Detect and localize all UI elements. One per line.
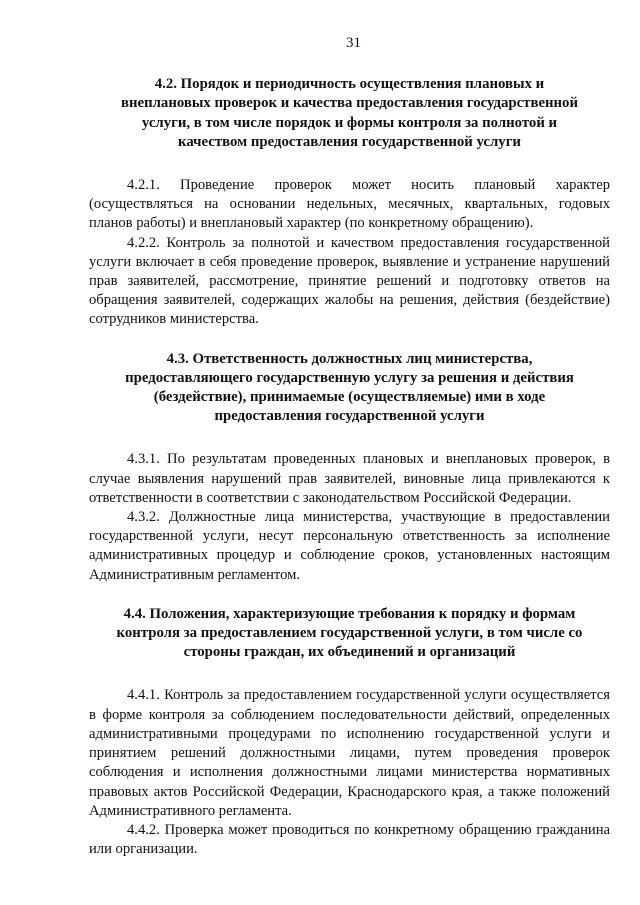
paragraph-4-2-2: 4.2.2. Контроль за полнотой и качеством предоставления государственной услуги включает в себя проведение проверок, выявление и устранение нарушений прав заявителей, рассмотрение, принятие решений и подготовку ответов на обращения заявителей, содержащих жалобы на решения, действия (бездействие) сотрудников министерства. bbox=[89, 234, 610, 328]
paragraph-4-3-2: 4.3.2. Должностные лица министерства, участвующие в предоставлении государственной услуги, несут персональную ответственность за исполнение административных процедур и соблюдение сроков, установленных настоящим Административным регламентом. bbox=[89, 509, 610, 583]
paragraph-4-4-2: 4.4.2. Проверка может проводиться по конкретному обращению гражданина или организации. bbox=[89, 821, 610, 858]
section-spacer bbox=[89, 585, 610, 605]
paragraph-4-4-1: 4.4.1. Контроль за предоставлением государственной услуги осуществляется в форме контроля за соблюдением последовательности действий, определенных административными процедурами по исполнению государственной услуги и принятием решений должностными лицами, путем проведения проверок соблюдения и исполнения должностными лицами министерства нормативных правовых актов Российской Федерации, Краснодарского края, а также положений Административного регламента. bbox=[89, 687, 610, 819]
section-spacer bbox=[89, 330, 610, 350]
section-title-4-3: 4.3. Ответственность должностных лиц министерства, предоставляющего государственную услугу за решения и действия (бездействие), принимаемые (осуществляемые) ими в ходе предоставления государственной услуги bbox=[125, 350, 574, 425]
section-title-4-2: 4.2. Порядок и периодичность осуществления плановых и внеплановых проверок и качества предоставления государственной услуги, в том числе порядок и формы контроля за полнотой и качеством предоставления государственной услуги bbox=[121, 76, 578, 150]
paragraph-4-2-1: 4.2.1. Проведение проверок может носить плановый характер (осуществляться на основании недельных, месячных, квартальных, годовых планов работы) и внеплановый характер (по конкретному обращению). bbox=[89, 177, 610, 232]
section-title-4-4: 4.4. Положения, характеризующие требования к порядку и формам контроля за предоставлением государственной услуги, в том числе со стороны граждан, их объединений и организаций bbox=[116, 605, 583, 661]
paragraph-4-3-1: 4.3.1. По результатам проведенных плановых и внеплановых проверок, в случае выявления нарушений прав заявителей, виновные лица привлекаются к ответственности в соответствии с законодательством Российской Федерации. bbox=[89, 451, 610, 506]
page-number: 31 bbox=[346, 35, 361, 51]
